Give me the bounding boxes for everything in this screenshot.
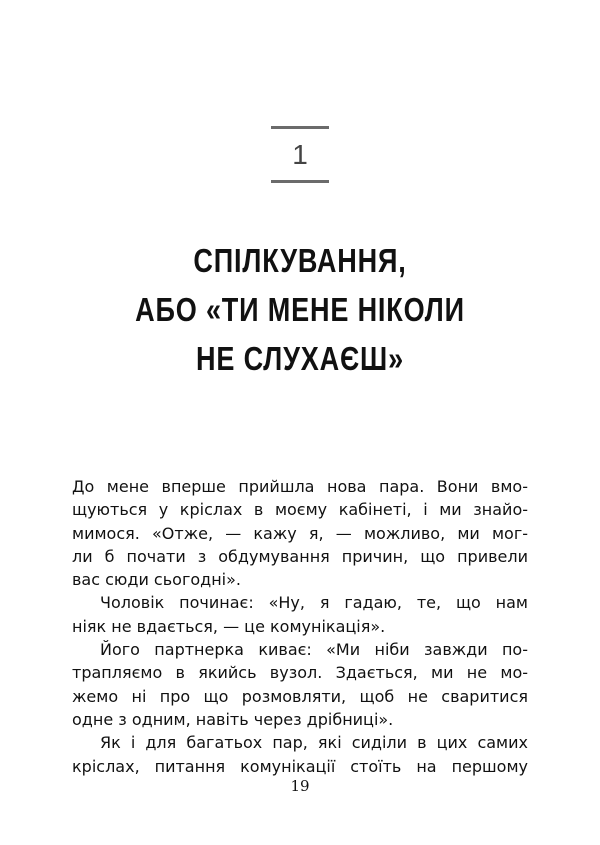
- body-line: ніяк не вдається, — це комунікація».: [72, 616, 386, 636]
- chapter-title-line: НЕ СЛУХАЄШ»: [196, 340, 404, 377]
- chapter-rule-top: [271, 126, 329, 129]
- chapter-title-line: СПІЛКУВАННЯ,: [193, 242, 407, 279]
- body-line: Його партнерка киває: «Ми ніби завжди по-: [100, 640, 528, 660]
- chapter-heading: [0, 126, 600, 183]
- body-line: вас сюди сьогодні».: [72, 570, 241, 590]
- body-line: Чоловік починає: «Ну, я гадаю, те, що нам: [100, 593, 528, 613]
- chapter-number: 1: [292, 139, 308, 170]
- chapter-rule-bottom: [271, 180, 329, 183]
- body-line: ли б почати з обдумування причин, що привели: [72, 546, 528, 566]
- body-line: одне з одним, навіть через дрібниці».: [72, 709, 394, 729]
- chapter-title: [54, 236, 546, 383]
- body-line: До мене вперше прийшла нова пара. Вони вмо-: [72, 477, 528, 496]
- chapter-title-line: АБО «ТИ МЕНЕ НІКОЛИ: [135, 291, 465, 328]
- body-line: щуються у кріслах в моєму кабінеті, і ми знайо-: [72, 500, 528, 520]
- body-line: трапляємо в якийсь вузол. Здається, ми не мо-: [72, 663, 528, 683]
- body-line: жемо ні про що розмовляти, щоб не сваритися: [72, 686, 528, 706]
- body-line: кріслах, питання комунікації стоїть на першому: [72, 756, 528, 776]
- body-text: [72, 475, 528, 778]
- body-line: Як і для багатьох пар, які сиділи в цих самих: [100, 733, 528, 753]
- body-line: мимося. «Отже, — кажу я, — можливо, ми мог-: [72, 523, 528, 543]
- page-number: 19: [290, 777, 310, 795]
